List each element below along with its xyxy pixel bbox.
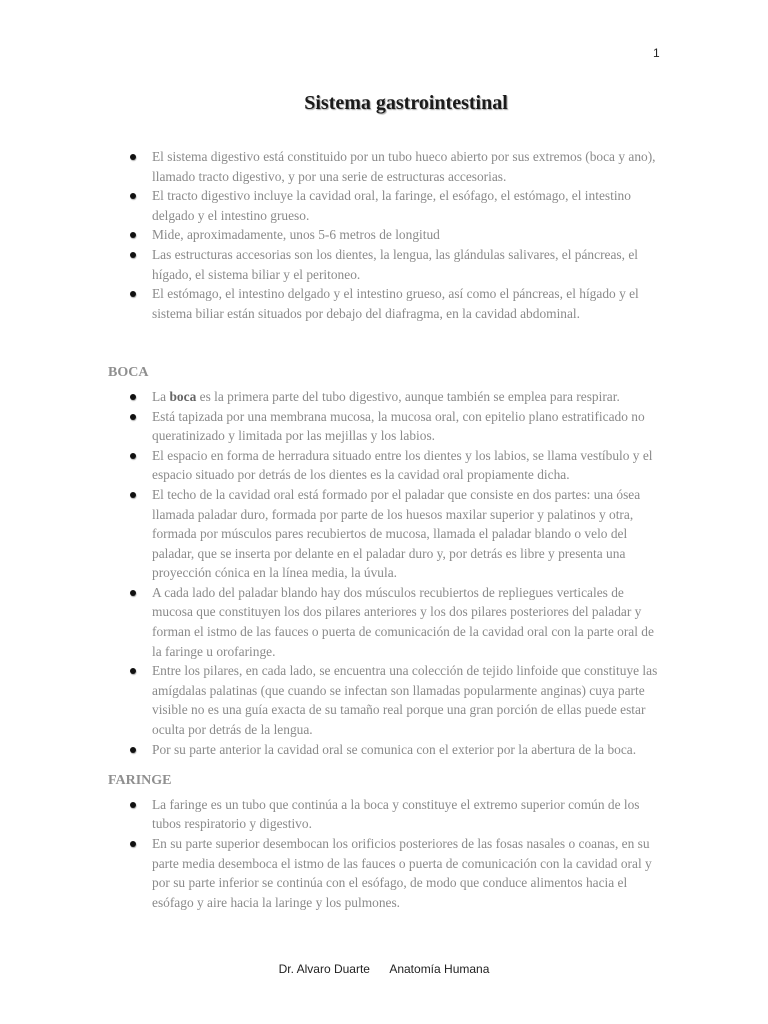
item-prefix: La bbox=[152, 388, 170, 404]
page-footer bbox=[0, 962, 768, 976]
intro-list bbox=[108, 147, 664, 323]
list-item: Las estructuras accesorias son los dientes, la lengua, las glándulas salivares, el páncreas, el hígado, el sistema biliar y el peritoneo. bbox=[152, 245, 664, 284]
boca-list bbox=[108, 387, 664, 759]
section-heading-boca: BOCA bbox=[108, 365, 149, 381]
list-item: El espacio en forma de herradura situado entre los dientes y los labios, se llama vestíbulo y el espacio situado por detrás de los dientes es la cavidad oral propiamente dicha. bbox=[152, 446, 664, 485]
list-item: Entre los pilares, en cada lado, se encuentra una colección de tejido linfoide que constituye las amígdalas palatinas (que cuando se infectan son llamadas popularmente anginas) cuya parte visible no es una guía exacta de su tamaño real porque una gran porción de ellas puede estar oculta por detrás de la lengua. bbox=[152, 661, 664, 739]
document-body bbox=[108, 147, 664, 912]
list-item: El techo de la cavidad oral está formado por el paladar que consiste en dos partes: una ósea llamada paladar duro, formada por parte de los huesos maxilar superior y palatinos y otra, formada por músculos pares recubiertos de mucosa, llamada el paladar blando o velo del paladar, que se inserta por delante en el paladar duro y, por detrás es libre y presenta una proyección cónica en la línea media, la úvula. bbox=[152, 485, 664, 583]
list-item: La faringe es un tubo que continúa a la boca y constituye el extremo superior común de los tubos respiratorio y digestivo. bbox=[152, 795, 664, 834]
spacer bbox=[108, 759, 664, 771]
list-item bbox=[152, 387, 664, 407]
page-number: 1 bbox=[653, 46, 660, 60]
list-item: El tracto digestivo incluye la cavidad oral, la faringe, el esófago, el estómago, el intestino delgado y el intestino grueso. bbox=[152, 186, 664, 225]
list-item: El estómago, el intestino delgado y el intestino grueso, así como el páncreas, el hígado y el sistema biliar están situados por debajo del diafragma, en la cavidad abdominal. bbox=[152, 284, 664, 323]
list-item: A cada lado del paladar blando hay dos músculos recubiertos de repliegues verticales de mucosa que constituyen los dos pilares anteriores y los dos pilares posteriores del paladar y forman el istmo de las fauces o puerta de comunicación de la cavidad oral con la parte oral de la faringe u orofaringe. bbox=[152, 583, 664, 661]
list-item: Mide, aproximadamente, unos 5-6 metros de longitud bbox=[152, 225, 664, 245]
faringe-list bbox=[108, 795, 664, 913]
page-title: Sistema gastrointestinal bbox=[304, 92, 508, 114]
item-rest: es la primera parte del tubo digestivo, aunque también se emplea para respirar. bbox=[196, 388, 620, 404]
spacer bbox=[108, 323, 664, 363]
footer-author: Dr. Alvaro Duarte bbox=[278, 962, 370, 976]
list-item: El sistema digestivo está constituido por un tubo hueco abierto por sus extremos (boca y ano), llamado tracto digestivo, y por una serie de estructuras accesorias. bbox=[152, 147, 664, 186]
bold-term: boca bbox=[169, 388, 197, 404]
list-item: En su parte superior desembocan los orificios posteriores de las fosas nasales o coanas, en su parte media desemboca el istmo de las fauces o puerta de comunicación con la cavidad oral y por su parte inferior se continúa con el esófago, de modo que conduce alimentos hacia el esófago y aire hacia la laringe y los pulmones. bbox=[152, 834, 664, 912]
section-heading-faringe: FARINGE bbox=[108, 773, 172, 789]
list-item: Por su parte anterior la cavidad oral se comunica con el exterior por la abertura de la boca. bbox=[152, 740, 664, 760]
list-item: Está tapizada por una membrana mucosa, la mucosa oral, con epitelio plano estratificado no queratinizado y limitada por las mejillas y los labios. bbox=[152, 407, 664, 446]
footer-subject: Anatomía Humana bbox=[389, 962, 490, 976]
